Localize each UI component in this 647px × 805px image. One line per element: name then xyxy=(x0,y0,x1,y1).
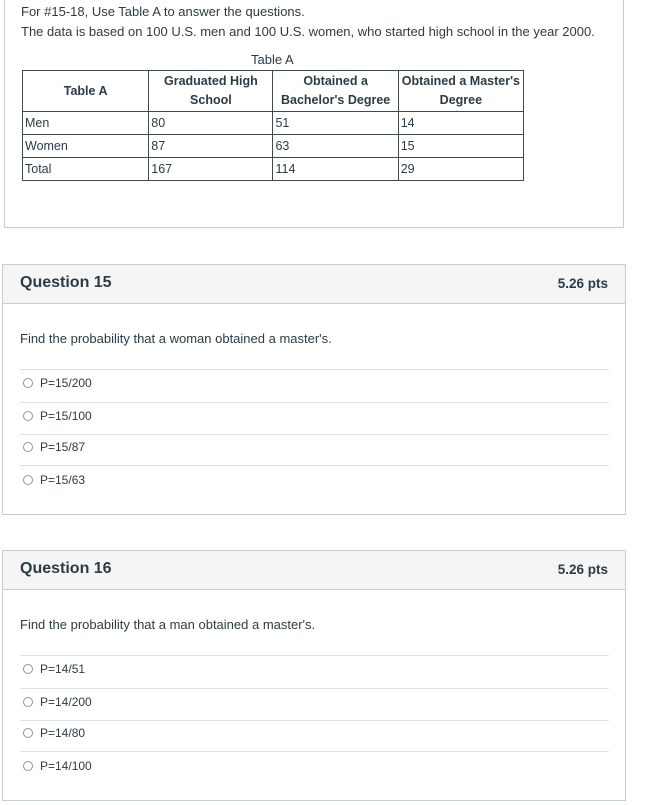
table-cell: 51 xyxy=(273,112,398,135)
divider xyxy=(20,751,609,752)
intro-panel xyxy=(4,0,624,228)
divider xyxy=(20,655,609,656)
divider xyxy=(20,688,609,689)
table-cell: Men xyxy=(23,112,149,135)
divider xyxy=(20,402,609,403)
table-cell: 87 xyxy=(149,135,273,158)
question-text: Find the probability that a man obtained a master's. xyxy=(20,617,316,632)
divider xyxy=(20,369,609,370)
radio-button[interactable] xyxy=(23,442,33,452)
radio-button[interactable] xyxy=(23,697,33,707)
divider xyxy=(20,465,609,466)
question-title: Question 15 xyxy=(20,274,112,291)
answer-label: P=14/200 xyxy=(40,695,92,709)
answer-label: P=15/87 xyxy=(40,440,86,454)
table-cell: 14 xyxy=(398,112,523,135)
radio-button[interactable] xyxy=(23,411,33,421)
divider xyxy=(20,434,609,435)
answer-label: P=15/200 xyxy=(40,376,92,390)
answer-label: P=14/80 xyxy=(40,726,86,740)
intro-description: The data is based on 100 U.S. men and 100 U.S. women, who started high school in the year 2000. xyxy=(21,24,595,39)
table-cell: 63 xyxy=(273,135,398,158)
table-header-cell: Table A xyxy=(23,71,149,112)
radio-button[interactable] xyxy=(23,761,33,771)
question-header xyxy=(3,265,625,304)
answer-label: P=15/100 xyxy=(40,409,92,423)
answer-option[interactable] xyxy=(23,374,92,392)
radio-button[interactable] xyxy=(23,728,33,738)
data-table xyxy=(22,70,524,181)
answer-option[interactable] xyxy=(23,438,85,456)
radio-button[interactable] xyxy=(23,475,33,485)
answer-label: P=14/51 xyxy=(40,662,86,676)
table-row xyxy=(23,112,524,135)
table-cell: 15 xyxy=(398,135,523,158)
answer-option[interactable] xyxy=(23,724,85,742)
table-header-row xyxy=(23,71,524,112)
table-row xyxy=(23,135,524,158)
answer-option[interactable] xyxy=(23,660,85,678)
radio-button[interactable] xyxy=(23,664,33,674)
question-points: 5.26 pts xyxy=(557,562,608,577)
answer-label: P=15/63 xyxy=(40,473,86,487)
table-caption: Table A xyxy=(251,52,294,67)
table-cell: 167 xyxy=(149,158,273,181)
table-cell: 29 xyxy=(398,158,523,181)
question-points: 5.26 pts xyxy=(557,276,608,291)
table-cell: Total xyxy=(23,158,149,181)
table-header-cell: Obtained a Bachelor's Degree xyxy=(273,71,398,112)
question-title: Question 16 xyxy=(20,560,112,577)
question-header xyxy=(3,551,625,590)
answer-option[interactable] xyxy=(23,471,85,489)
table-cell: Women xyxy=(23,135,149,158)
table-row xyxy=(23,158,524,181)
question-16-card xyxy=(2,550,626,801)
radio-button[interactable] xyxy=(23,378,33,388)
intro-instruction: For #15-18, Use Table A to answer the questions. xyxy=(21,4,305,19)
answer-option[interactable] xyxy=(23,757,92,775)
question-text: Find the probability that a woman obtained a master's. xyxy=(20,331,332,346)
table-header-cell: Graduated High School xyxy=(149,71,273,112)
divider xyxy=(20,720,609,721)
table-cell: 80 xyxy=(149,112,273,135)
answer-label: P=14/100 xyxy=(40,759,92,773)
table-header-cell: Obtained a Master's Degree xyxy=(398,71,523,112)
table-cell: 114 xyxy=(273,158,398,181)
answer-option[interactable] xyxy=(23,693,92,711)
answer-option[interactable] xyxy=(23,407,92,425)
question-15-card xyxy=(2,264,626,515)
